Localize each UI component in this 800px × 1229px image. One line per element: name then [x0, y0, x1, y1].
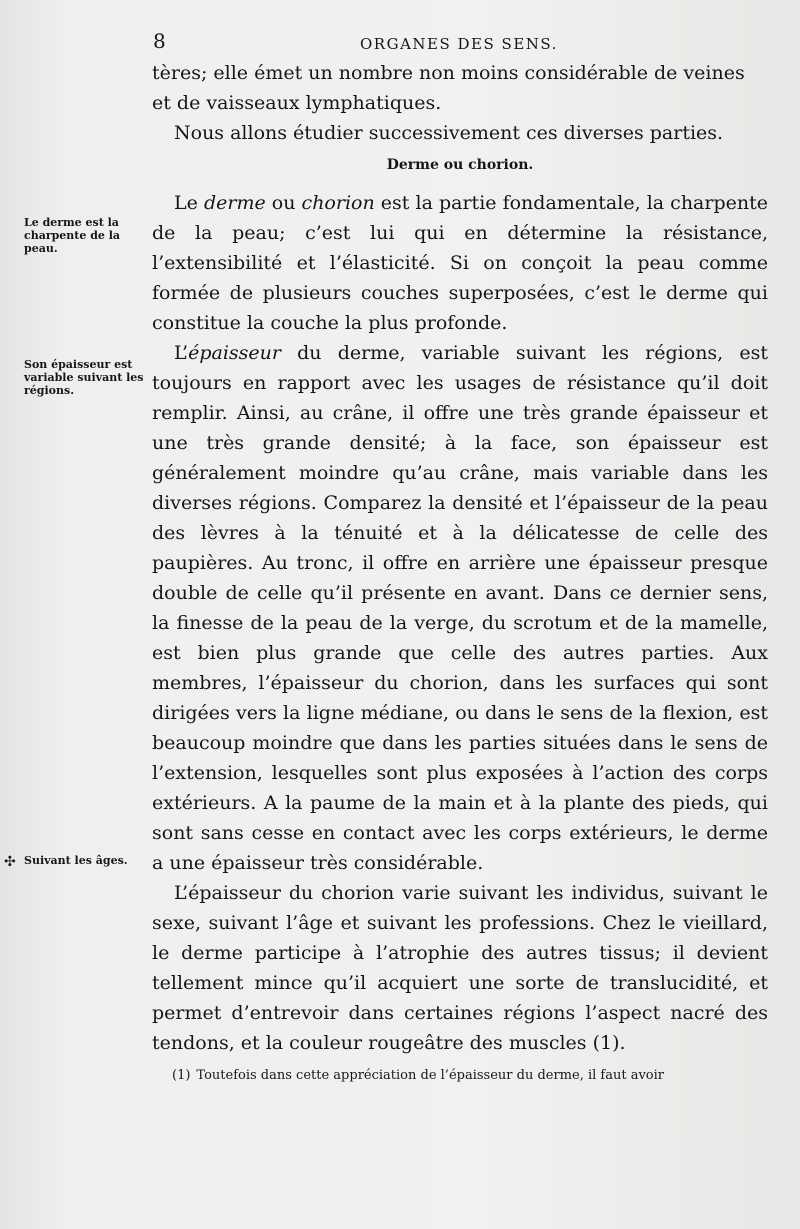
paragraph-derme — [152, 188, 768, 338]
section-title: Derme ou chorion. — [386, 157, 534, 173]
paragraph-derme-joiner: ou — [265, 192, 302, 214]
footnote-text: Toutefois dans cette appréciation de l’épaisseur du derme, il faut avoir — [196, 1068, 664, 1083]
term-chorion: chorion — [301, 192, 375, 214]
paragraph-derme-lead: Le — [174, 192, 204, 214]
footnote-label: (1) — [172, 1068, 191, 1083]
margin-note-ages: Suivant les âges. — [24, 854, 128, 867]
paragraph-epaisseur — [152, 338, 768, 878]
paragraph-epaisseur-rest: du derme, variable suivant les régions, est toujours en rapport avec les usages de résistance qu’il doit remplir. Ainsi, au crâne, il offre une très grande épaisseur et une très grande densité; à la face, son épaisseur est généralement moindre qu’au crâne, mais variable dans les diverses régions. Comparez la densité et l’épaisseur de la peau des lèvres à la ténuité et à la délicatesse de celle des paupières. Au tronc, il offre en arrière une épaisseur presque double de celle qu’il présente en avant. Dans ce dernier sens, la finesse de la peau de la verge, du scrotum et de la mamelle, est bien plus grande que celle des autres parties. Aux membres, l’épaisseur du chorion, dans les surfaces qui sont dirigées vers la ligne médiane, ou dans le sens de la flexion, est beaucoup moindre que dans les parties situées dans le sens de l’extension, lesquelles sont plus exposées à l’action des corps extérieurs. A la paume de la main et à la plante des pieds, qui sont sans cesse en contact avec les corps extérieurs, le derme a une épaisseur très considérable. — [152, 342, 768, 874]
page-number: 8 — [153, 29, 167, 53]
term-derme: derme — [203, 192, 266, 214]
paragraph-epaisseur-lead: L’ — [174, 342, 189, 364]
intro-line: Nous allons étudier successivement ces diverses parties. — [174, 122, 724, 144]
margin-note-epaisseur: Son épaisseur est variable suivant les régions. — [24, 358, 144, 397]
running-head: ORGANES DES SENS. — [360, 35, 558, 53]
printer-mark-icon: ✣ — [4, 854, 16, 870]
continuation-line: tères; elle émet un nombre non moins considérable de veines — [152, 62, 745, 84]
footnote — [172, 1066, 768, 1086]
continuation-line: et de vaisseaux lymphatiques. — [152, 92, 442, 114]
main-text — [152, 58, 768, 1058]
margin-note-derme: Le derme est la charpente de la peau. — [24, 216, 121, 255]
paragraph-derme-rest: est la partie fondamentale, la charpente de la peau; c’est lui qui en détermine la résistance, l’extensibilité et l’élasticité. Si on conçoit la peau comme formée de plusieurs couches superposées, c’est le derme qui constitue la couche la plus profonde. — [152, 192, 768, 334]
term-epaisseur: épaisseur — [188, 342, 281, 364]
paragraph-ages: L’épaisseur du chorion varie suivant les individus, suivant le sexe, suivant l’âge et suivant les professions. Chez le vieillard, le derme participe à l’atrophie des autres tissus; il devient tellement mince qu’il acquiert une sorte de translucidité, et permet d’entrevoir dans certaines régions l’aspect nacré des tendons, et la couleur rougeâtre des muscles (1). — [152, 882, 768, 1054]
page-header — [150, 30, 770, 54]
